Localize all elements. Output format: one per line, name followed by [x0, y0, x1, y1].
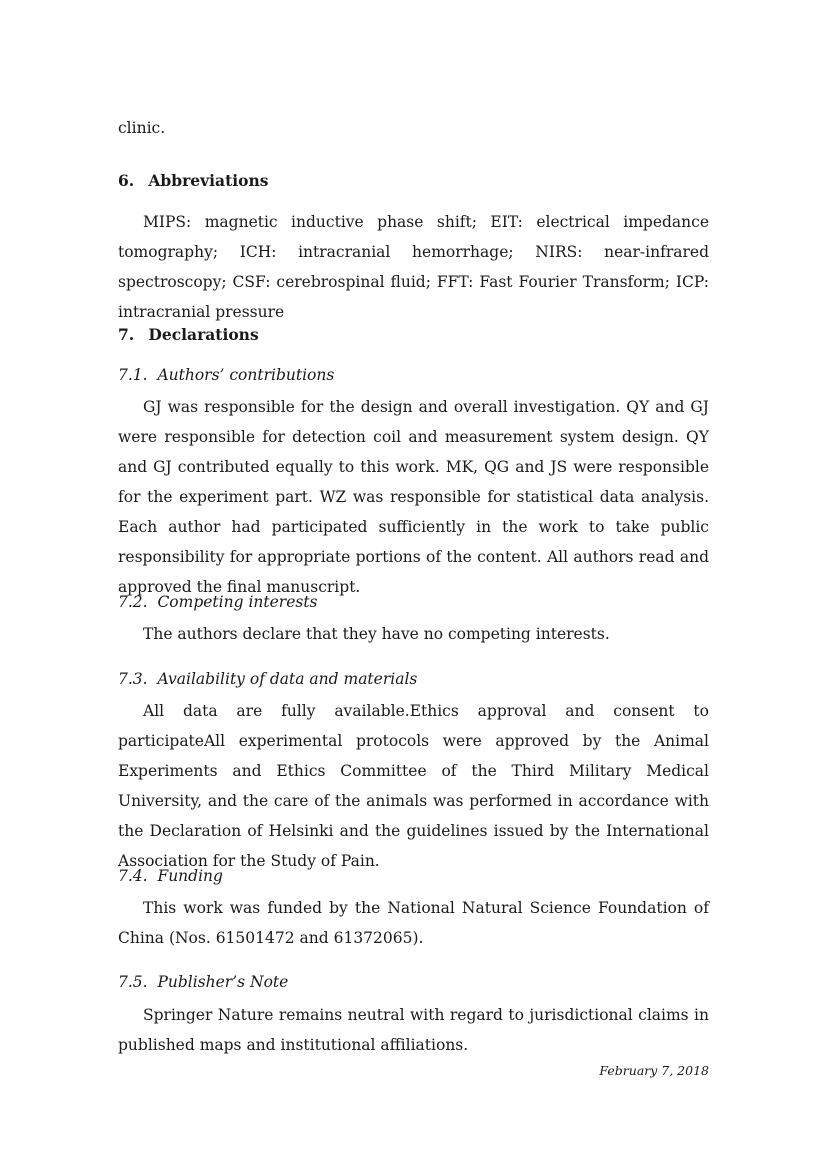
competing-interests-paragraph: The authors declare that they have no competing interests. — [143, 625, 610, 643]
section-number: 6. — [118, 171, 135, 190]
footer-date: February 7, 2018 — [599, 1063, 709, 1078]
continuation-text: clinic. — [118, 119, 166, 137]
section-heading-declarations — [118, 320, 709, 350]
subsection-heading-competing-interests — [118, 587, 709, 617]
abbreviations-paragraph: MIPS: magnetic inductive phase shift; EIT: electrical impedance tomography; ICH: intracranial hemorrhage; NIRS: near-infrared spectroscopy; CSF: cerebrospinal fluid; FFT: Fast Fourier Transform; ICP: intracranial pressure — [118, 213, 709, 321]
funding-paragraph: This work was funded by the National Natural Science Foundation of China (Nos. 61501472 and 61372065). — [118, 899, 709, 947]
subsection-title: Authors’ contributions — [157, 366, 335, 384]
section-number: 7. — [118, 325, 135, 344]
section-title: Abbreviations — [148, 171, 269, 190]
section-heading-abbreviations — [118, 166, 709, 196]
subsection-heading-data-availability — [118, 664, 709, 694]
publishers-note-paragraph: Springer Nature remains neutral with regard to jurisdictional claims in published maps and institutional affiliations. — [118, 1006, 709, 1054]
subsection-title: Publisher’s Note — [157, 973, 289, 991]
data-availability-paragraph: All data are fully available.Ethics approval and consent to participateAll experimental protocols were approved by the Animal Experiments and Ethics Committee of the Third Military Medical University, and the care of the animals was performed in accordance with the Declaration of Helsinki and the guidelines issued by the International Association for the Study of Pain. — [118, 702, 709, 870]
authors-contributions-paragraph: GJ was responsible for the design and overall investigation. QY and GJ were responsible for detection coil and measurement system design. QY and GJ contributed equally to this work. MK, QG and JS were responsible for the experiment part. WZ was responsible for statistical data analysis. Each author had participated sufficiently in the work to take public responsibility for appropriate portions of the content. All authors read and approved the final manuscript. — [118, 398, 709, 596]
subsection-title: Availability of data and materials — [157, 670, 418, 688]
subsection-number: 7.4. — [118, 867, 148, 885]
subsection-number: 7.3. — [118, 670, 148, 688]
subsection-heading-publishers-note — [118, 967, 709, 997]
subsection-number: 7.5. — [118, 973, 148, 991]
subsection-heading-funding — [118, 861, 709, 891]
section-title: Declarations — [148, 325, 259, 344]
paper-page — [118, 0, 709, 1170]
subsection-title: Competing interests — [157, 593, 318, 611]
subsection-number: 7.2. — [118, 593, 148, 611]
subsection-heading-authors-contributions — [118, 360, 709, 390]
subsection-title: Funding — [157, 867, 223, 885]
subsection-number: 7.1. — [118, 366, 148, 384]
